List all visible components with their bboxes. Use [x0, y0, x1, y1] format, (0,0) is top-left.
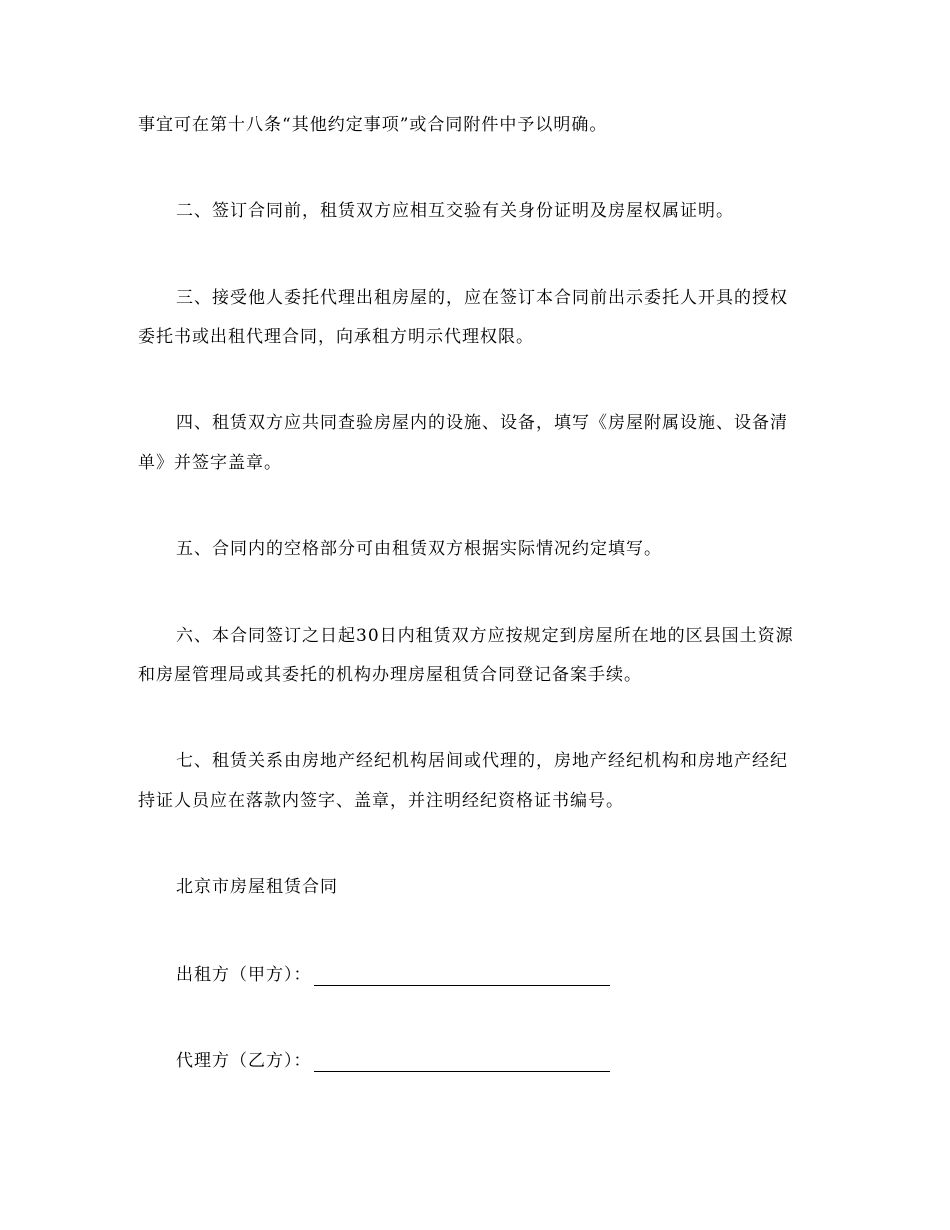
agent-blank[interactable] [314, 1053, 610, 1072]
clause-6-line-2: 和房屋管理局或其委托的机构办理房屋租赁合同登记备案手续。 [138, 665, 642, 685]
lessor-label: 出租方（甲方）： [176, 965, 312, 985]
clause-5: 五、合同内的空格部分可由租赁双方根据实际情况约定填写。 [176, 539, 662, 559]
lessor-field [176, 964, 610, 986]
paragraph-continuation: 事宜可在第十八条“其他约定事项”或合同附件中予以明确。 [138, 115, 608, 135]
lessor-blank[interactable] [314, 967, 610, 986]
agent-field [176, 1050, 610, 1072]
agent-label: 代理方（乙方）： [176, 1051, 312, 1071]
contract-title: 北京市房屋租赁合同 [176, 877, 338, 897]
clause-7-line-1: 七、租赁关系由房地产经纪机构居间或代理的，房地产经纪机构和房地产经纪 [176, 751, 788, 771]
clause-4-line-2: 单》并签字盖章。 [138, 453, 282, 473]
clause-3-line-1: 三、接受他人委托代理出租房屋的，应在签订本合同前出示委托人开具的授权 [176, 288, 788, 308]
clause-7-line-2: 持证人员应在落款内签字、盖章，并注明经纪资格证书编号。 [138, 791, 624, 811]
clause-4-line-1: 四、租赁双方应共同查验房屋内的设施、设备，填写《房屋附属设施、设备清 [176, 413, 788, 433]
clause-6-line-1: 六、本合同签订之日起30日内租赁双方应按规定到房屋所在地的区县国土资源 [176, 626, 794, 646]
clause-3-line-2: 委托书或出租代理合同，向承租方明示代理权限。 [138, 327, 534, 347]
clause-2: 二、签订合同前，租赁双方应相互交验有关身份证明及房屋权属证明。 [176, 201, 734, 221]
